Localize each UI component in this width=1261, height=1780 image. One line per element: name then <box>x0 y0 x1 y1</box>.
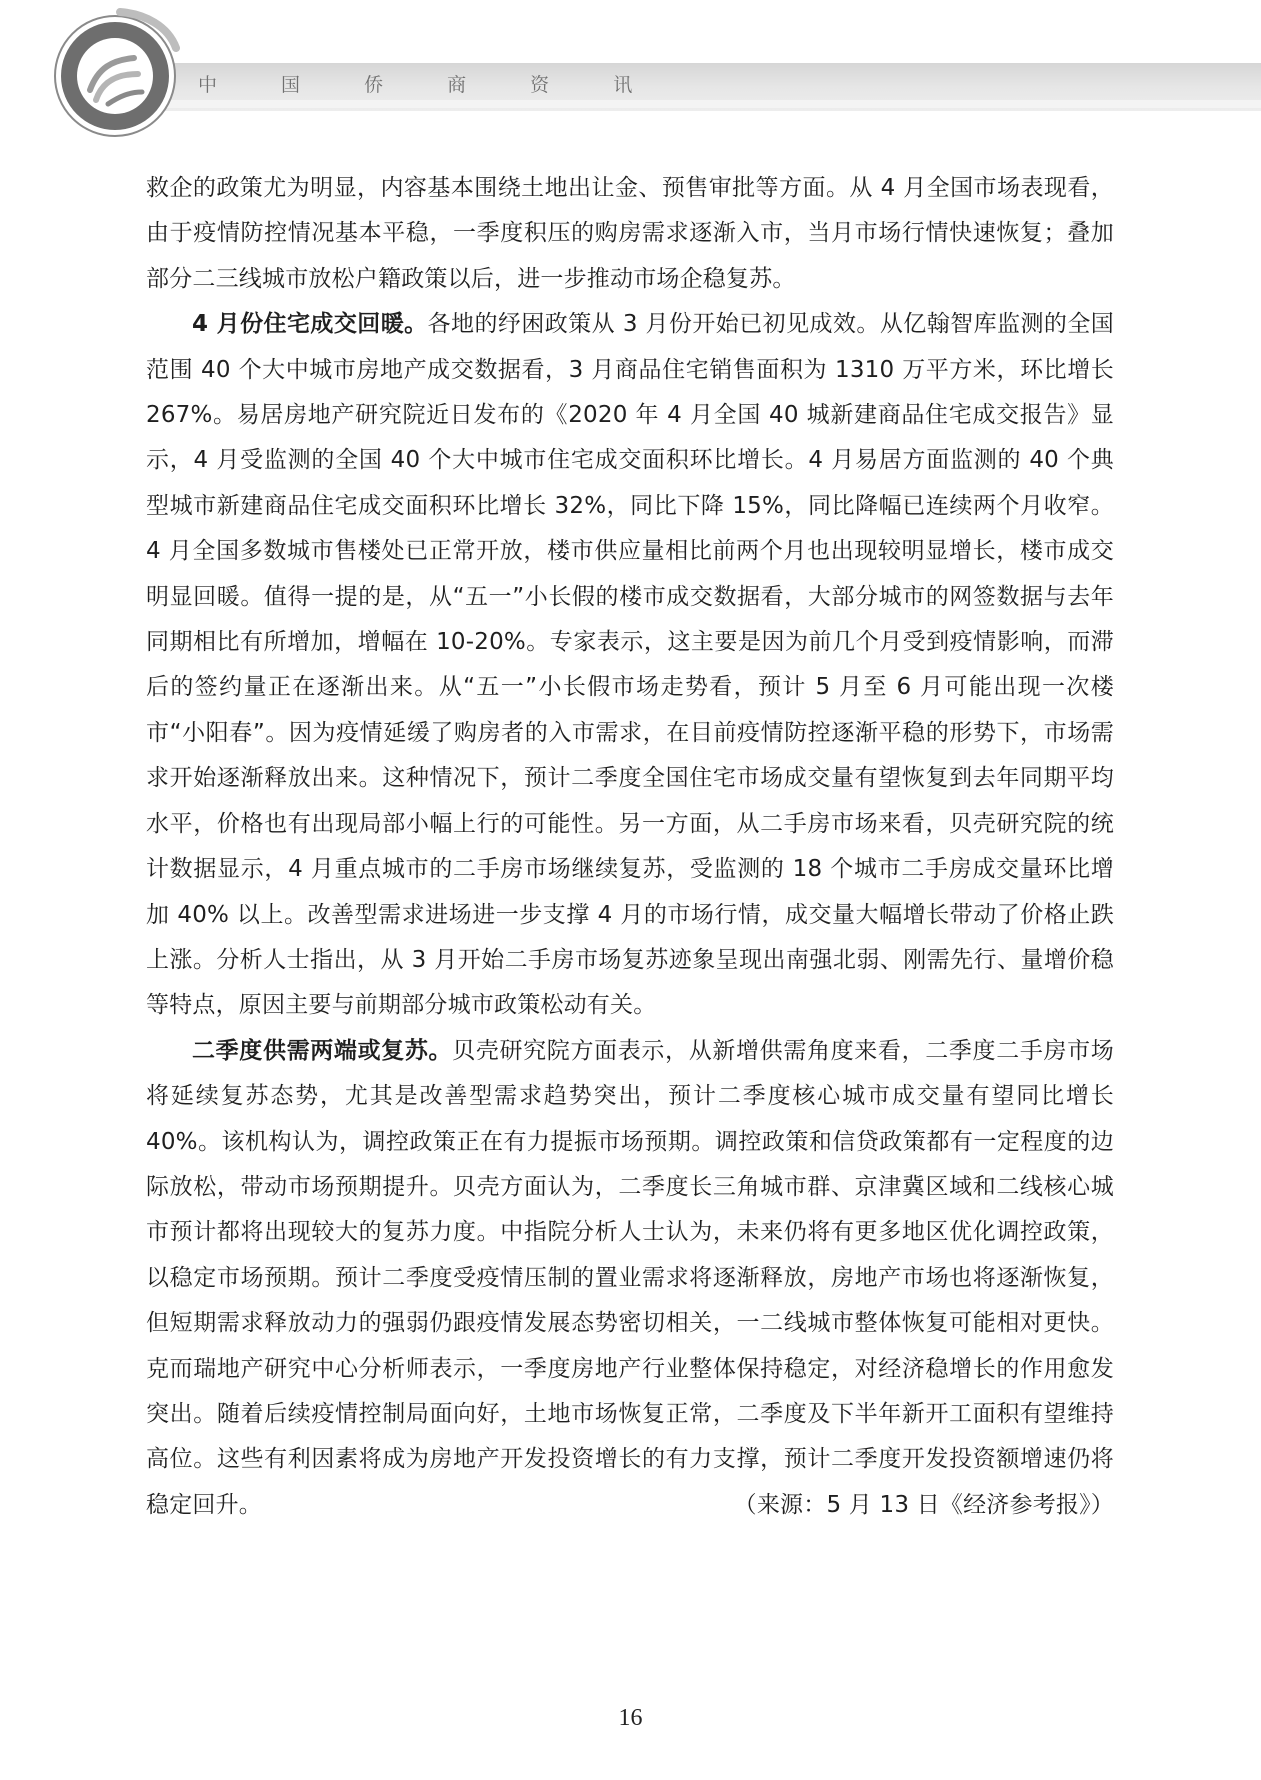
paragraph-lead: 4 月份住宅成交回暖。 <box>192 311 428 338</box>
paragraph-text: 各地的纾困政策从 3 月份开始已初见成效。从亿翰智库监测的全国范围 40 个大中城市房地产成交数据看，3 月商品住宅销售面积为 1310 万平方米，环比增长 267%。易居房地产研究院近日发布的《2020 年 4 月全国 40 城新建商品住宅成交报告》显示，4 月受监测的全国 40 个大中城市住宅成交面积环比增长。4 月易居方面监测的 40 个典型城市新建商品住宅成交面积环比增长 32%，同比下降 15%，同比降幅已连续两个月收窄。4 月全国多数城市售楼处已正常开放，楼市供应量相比前两个月也出现较明显增长，楼市成交明显回暖。值得一提的是，从“五一”小长假的楼市成交数据看，大部分城市的网签数据与去年同期相比有所增加，增幅在 10-20%。专家表示，这主要是因为前几个月受到疫情影响，而滞后的签约量正在逐渐出来。从“五一”小长假市场走势看，预计 5 月至 6 月可能出现一次楼市“小阳春”。因为疫情延缓了购房者的入市需求，在目前疫情防控逐渐平稳的形势下，市场需求开始逐渐释放出来。这种情况下，预计二季度全国住宅市场成交量有望恢复到去年同期平均水平，价格也有出现局部小幅上行的可能性。另一方面，从二手房市场来看，贝壳研究院的统计数据显示，4 月重点城市的二手房市场继续复苏，受监测的 18 个城市二手房成交量环比增加 40% 以上。改善型需求进场进一步支撑 4 月的市场行情，成交量大幅增长带动了价格止跌上涨。分析人士指出，从 3 月开始二手房市场复苏迹象呈现出南强北弱、刚需先行、量增价稳等特点，原因主要与前期部分城市政策松动有关。 <box>146 311 1114 1019</box>
organization-logo <box>50 8 180 138</box>
paragraph <box>146 302 1114 1029</box>
header-band-highlight <box>160 100 1261 108</box>
header-title: 中 国 侨 商 资 讯 <box>198 74 662 96</box>
article-body <box>146 166 1114 1528</box>
source-citation: （来源：5 月 13 日《经济参考报》） <box>733 1491 1114 1518</box>
paragraph-lead: 二季度供需两端或复苏。 <box>192 1037 453 1064</box>
page-number: 16 <box>618 1705 643 1731</box>
paragraph <box>146 166 1114 302</box>
paragraph <box>146 1029 1114 1528</box>
paragraph-text: 救企的政策尤为明显，内容基本围绕土地出让金、预售审批等方面。从 4 月全国市场表现看，由于疫情防控情况基本平稳，一季度积压的购房需求逐渐入市，当月市场行情快速恢复；叠加部分二三线城市放松户籍政策以后，进一步推动市场企稳复苏。 <box>146 175 1114 292</box>
paragraph-text: 贝壳研究院方面表示，从新增供需角度来看，二季度二手房市场将延续复苏态势，尤其是改善型需求趋势突出，预计二季度核心城市成交量有望同比增长 40%。该机构认为，调控政策正在有力提振市场预期。调控政策和信贷政策都有一定程度的边际放松，带动市场预期提升。贝壳方面认为，二季度长三角城市群、京津冀区域和二线核心城市预计都将出现较大的复苏力度。中指院分析人士认为，未来仍将有更多地区优化调控政策，以稳定市场预期。预计二季度受疫情压制的置业需求将逐渐释放，房地产市场也将逐渐恢复，但短期需求释放动力的强弱仍跟疫情发展态势密切相关，一二线城市整体恢复可能相对更快。克而瑞地产研究中心分析师表示，一季度房地产行业整体保持稳定，对经济稳增长的作用愈发突出。随着后续疫情控制局面向好，土地市场恢复正常，二季度及下半年新开工面积有望维持高位。这些有利因素将成为房地产开发投资增长的有力支撑，预计二季度开发投资额增速仍将稳定回升。 <box>146 1037 1114 1518</box>
